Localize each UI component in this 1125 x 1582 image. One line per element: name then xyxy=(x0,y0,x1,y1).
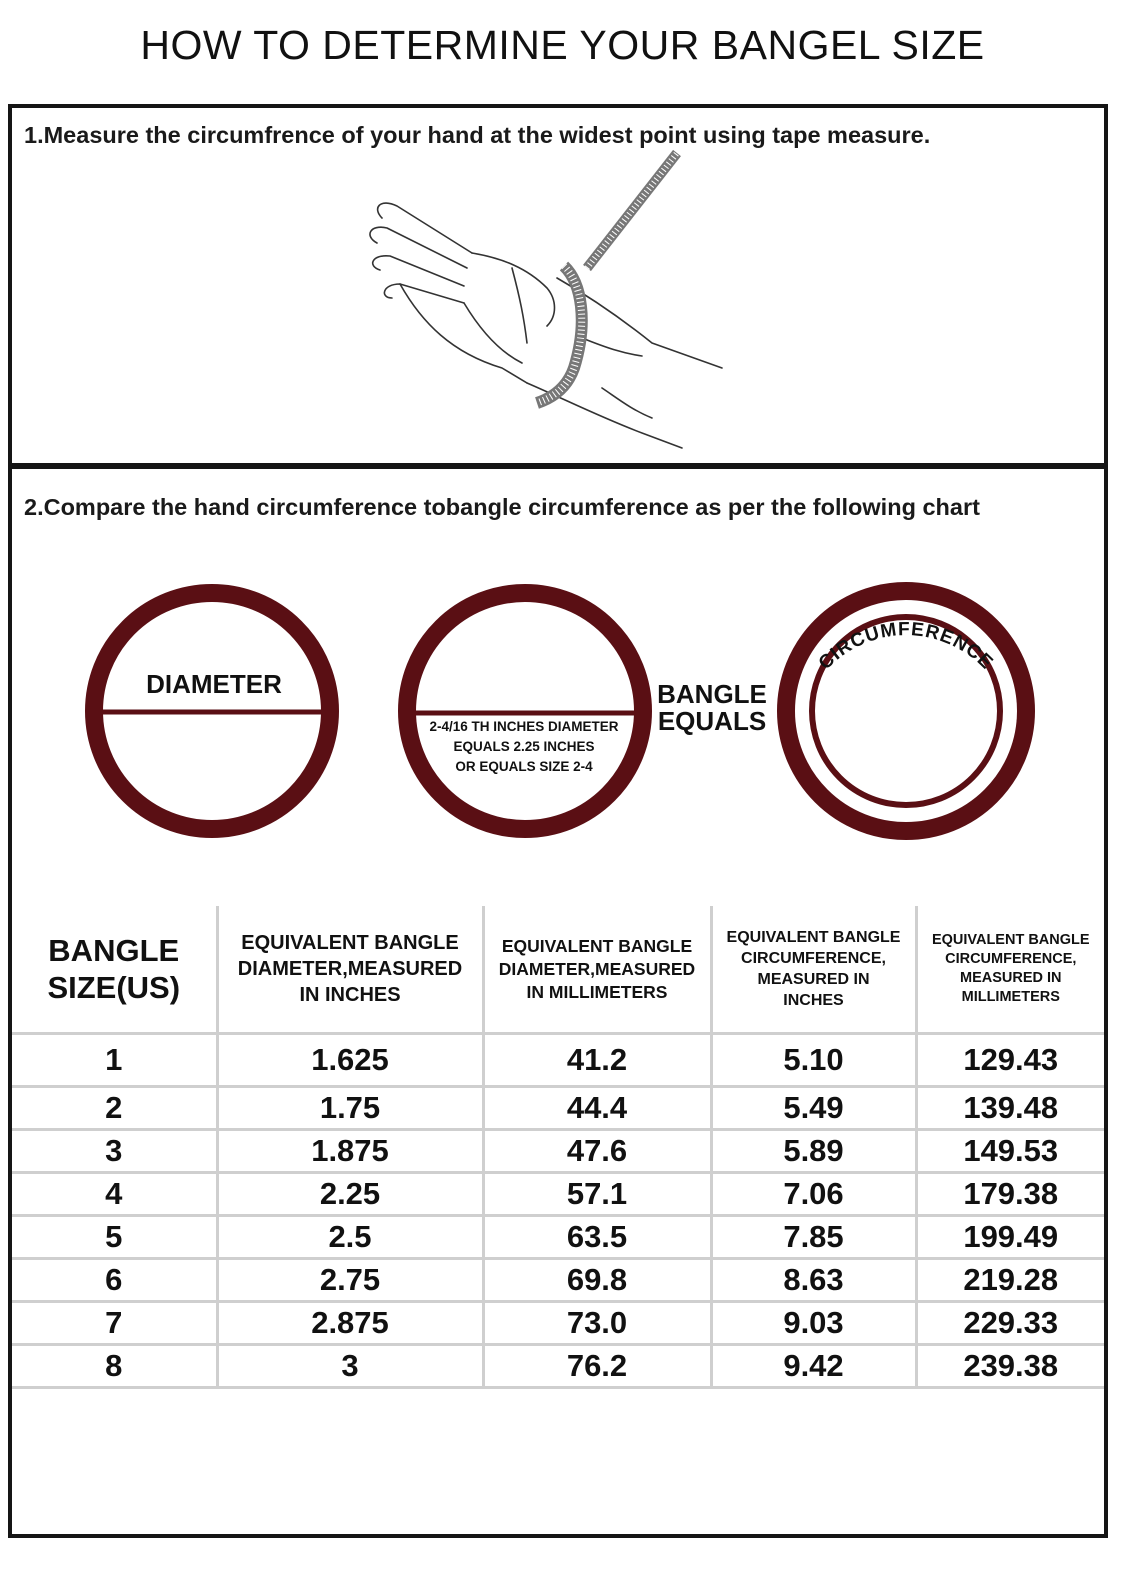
cell-size: 8 xyxy=(12,1345,217,1388)
table-row xyxy=(12,1345,1104,1388)
table-row xyxy=(12,1259,1104,1302)
cell-size: 7 xyxy=(12,1302,217,1345)
cell-diameter-mm: 57.1 xyxy=(483,1173,711,1216)
cell-diameter-inches: 2.875 xyxy=(217,1302,483,1345)
header-circumference-mm: EQUIVALENT BANGLE CIRCUMFERENCE, MEASURED IN MILLIMETERS xyxy=(916,906,1104,1034)
cell-diameter-mm: 47.6 xyxy=(483,1130,711,1173)
cell-diameter-inches: 1.875 xyxy=(217,1130,483,1173)
table-row xyxy=(12,1302,1104,1345)
cell-circumference-mm: 199.49 xyxy=(916,1216,1104,1259)
cell-circumference-inches: 7.06 xyxy=(711,1173,916,1216)
cell-diameter-mm: 76.2 xyxy=(483,1345,711,1388)
bangle-diagram xyxy=(12,578,1104,848)
size-guide-frame xyxy=(8,104,1108,1538)
cell-circumference-mm: 219.28 xyxy=(916,1259,1104,1302)
page-title: HOW TO DETERMINE YOUR BANGEL SIZE xyxy=(140,22,985,68)
example-text-line-3: OR EQUALS SIZE 2-4 xyxy=(455,759,593,774)
bangle-label: BANGLE xyxy=(657,679,767,709)
cell-circumference-mm: 149.53 xyxy=(916,1130,1104,1173)
cell-circumference-mm: 179.38 xyxy=(916,1173,1104,1216)
cell-size: 3 xyxy=(12,1130,217,1173)
circumference-label: CIRCUMFERENCE xyxy=(814,619,998,675)
header-diameter-inches: EQUIVALENT BANGLE DIAMETER,MEASURED IN INCHES xyxy=(217,906,483,1034)
table-header-row xyxy=(12,906,1104,1034)
example-text-line-1: 2-4/16 TH INCHES DIAMETER xyxy=(429,719,619,734)
cell-circumference-mm: 129.43 xyxy=(916,1034,1104,1087)
cell-circumference-inches: 8.63 xyxy=(711,1259,916,1302)
table-row xyxy=(12,1087,1104,1130)
cell-diameter-inches: 2.5 xyxy=(217,1216,483,1259)
header-circumference-inches: EQUIVALENT BANGLE CIRCUMFERENCE, MEASURED IN INCHES xyxy=(711,906,916,1034)
cell-diameter-mm: 69.8 xyxy=(483,1259,711,1302)
cell-circumference-inches: 5.10 xyxy=(711,1034,916,1087)
header-diameter-mm: EQUIVALENT BANGLE DIAMETER,MEASURED IN MILLIMETERS xyxy=(483,906,711,1034)
cell-size: 4 xyxy=(12,1173,217,1216)
table-row xyxy=(12,1173,1104,1216)
cell-diameter-inches: 2.25 xyxy=(217,1173,483,1216)
cell-diameter-inches: 1.625 xyxy=(217,1034,483,1087)
cell-circumference-inches: 5.89 xyxy=(711,1130,916,1173)
cell-size: 6 xyxy=(12,1259,217,1302)
cell-diameter-inches: 3 xyxy=(217,1345,483,1388)
example-text-line-2: EQUALS 2.25 INCHES xyxy=(453,739,595,754)
cell-circumference-inches: 5.49 xyxy=(711,1087,916,1130)
table-row xyxy=(12,1216,1104,1259)
bangle-size-table xyxy=(12,906,1104,1389)
cell-diameter-inches: 2.75 xyxy=(217,1259,483,1302)
diameter-label: DIAMETER xyxy=(146,669,282,699)
header-bangle-size: BANGLE SIZE(US) xyxy=(12,906,217,1034)
table-row xyxy=(12,1034,1104,1087)
cell-size: 5 xyxy=(12,1216,217,1259)
cell-diameter-mm: 41.2 xyxy=(483,1034,711,1087)
cell-circumference-mm: 229.33 xyxy=(916,1302,1104,1345)
step-2-instruction: 2.Compare the hand circumference tobangle circumference as per the following chart xyxy=(24,494,980,520)
cell-circumference-mm: 239.38 xyxy=(916,1345,1104,1388)
cell-diameter-mm: 44.4 xyxy=(483,1087,711,1130)
hand-tape-measure-icon xyxy=(352,148,732,458)
cell-circumference-inches: 7.85 xyxy=(711,1216,916,1259)
section-divider xyxy=(12,463,1104,469)
cell-size: 1 xyxy=(12,1034,217,1087)
cell-diameter-inches: 1.75 xyxy=(217,1087,483,1130)
step-1-instruction: 1.Measure the circumfrence of your hand at the widest point using tape measure. xyxy=(24,122,931,148)
cell-diameter-mm: 63.5 xyxy=(483,1216,711,1259)
cell-size: 2 xyxy=(12,1087,217,1130)
table-row xyxy=(12,1130,1104,1173)
cell-circumference-mm: 139.48 xyxy=(916,1087,1104,1130)
equals-label: EQUALS xyxy=(657,706,767,736)
cell-circumference-inches: 9.03 xyxy=(711,1302,916,1345)
cell-diameter-mm: 73.0 xyxy=(483,1302,711,1345)
cell-circumference-inches: 9.42 xyxy=(711,1345,916,1388)
